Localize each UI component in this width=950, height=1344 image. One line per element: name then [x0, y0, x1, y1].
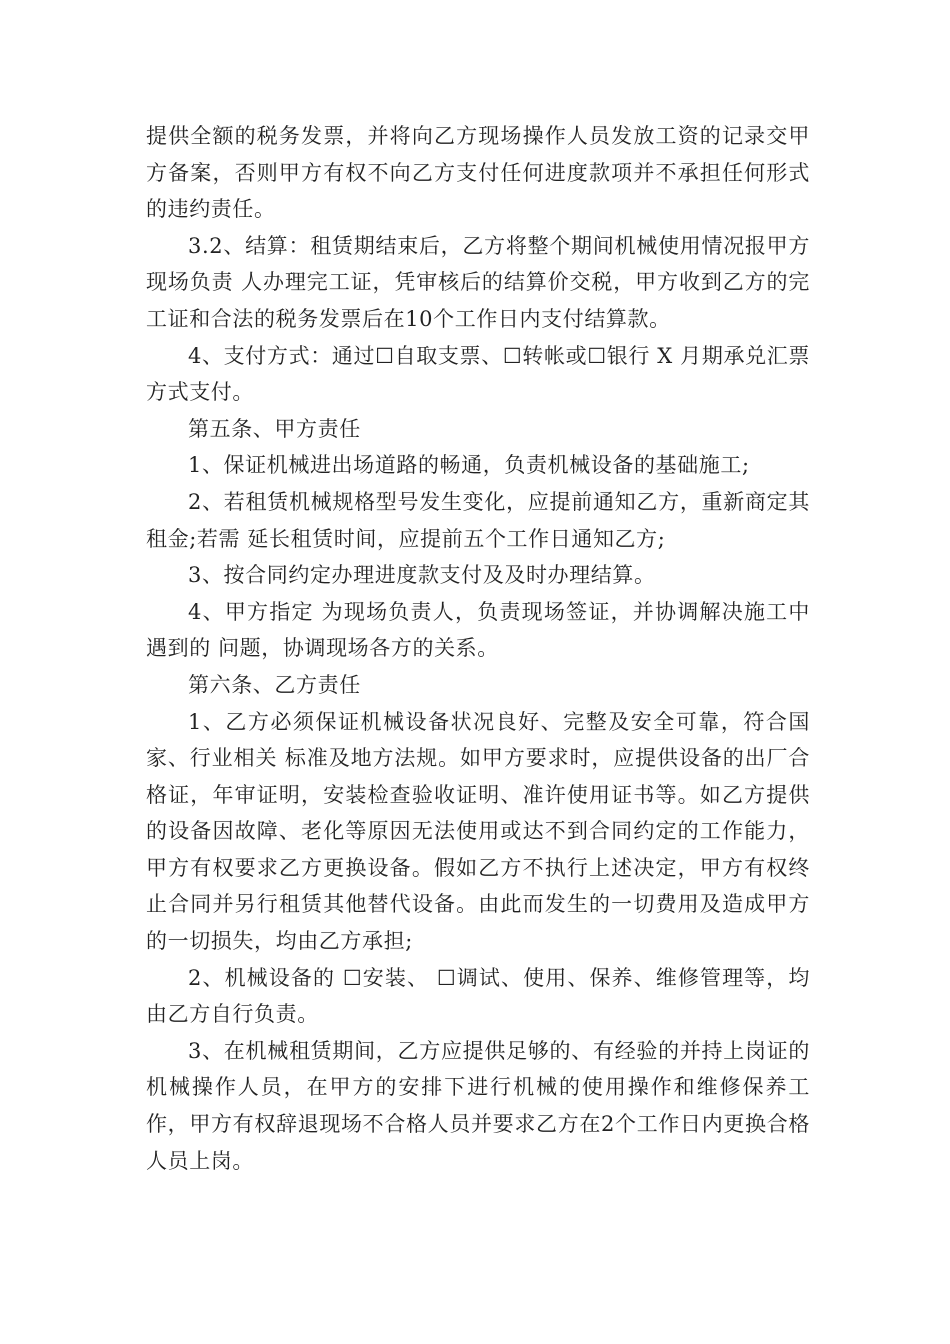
- paragraph-payment-method: 4、支付方式：通过☐自取支票、☐转帐或☐银行 X 月期承兑汇票方式支付。: [146, 343, 810, 405]
- section-heading-party-b: 第六条、乙方责任: [188, 672, 361, 697]
- paragraph-party-a-item-2: 2、若租赁机械规格型号发生变化，应提前通知乙方，重新商定其租金;若需 延长租赁时间，应提前五个工作日通知乙方;: [146, 489, 810, 551]
- paragraph-party-b-item-3: 3、在机械租赁期间，乙方应提供足够的、有经验的并持上岗证的机械操作人员，在甲方的安排下进行机械的使用操作和维修保养工作，甲方有权辞退现场不合格人员并要求乙方在2个工作日内更换合格人员上岗。: [146, 1038, 810, 1173]
- paragraph-party-b-item-1: 1、乙方必须保证机械设备状况良好、完整及安全可靠，符合国家、行业相关 标准及地方法规。如甲方要求时，应提供设备的出厂合格证，年审证明，安装检查验收证明、准许使用证书等。如乙方提供的设备因故障、老化等原因无法使用或达不到合同约定的工作能力，甲方有权要求乙方更换设备。假如乙方不执行上述决定，甲方有权终止合同并另行租赁其他替代设备。由此而发生的一切费用及造成甲方的一切损失，均由乙方承担;: [146, 709, 810, 954]
- paragraph-party-a-item-4: 4、甲方指定 为现场负责人，负责现场签证，并协调解决施工中遇到的 问题，协调现场各方的关系。: [146, 599, 810, 661]
- section-heading-party-a: 第五条、甲方责任: [188, 416, 361, 441]
- paragraph-settlement: 3.2、结算：租赁期结束后，乙方将整个期间机械使用情况报甲方现场负责 人办理完工证，凭审核后的结算价交税，甲方收到乙方的完工证和合法的税务发票后在10个工作日内支付结算款。: [146, 233, 810, 331]
- paragraph-invoice-continuation: 提供全额的税务发票，并将向乙方现场操作人员发放工资的记录交甲方备案，否则甲方有权不向乙方支付任何进度款项并不承担任何形式的违约责任。: [146, 124, 810, 222]
- paragraph-party-a-item-3: 3、按合同约定办理进度款支付及及时办理结算。: [188, 563, 656, 588]
- paragraph-party-a-item-1: 1、保证机械进出场道路的畅通，负责机械设备的基础施工;: [188, 453, 750, 478]
- paragraph-party-b-item-2: 2、机械设备的 ☐安装、 ☐调试、使用、保养、维修管理等，均由乙方自行负责。: [146, 965, 810, 1027]
- document-body: [146, 118, 810, 1179]
